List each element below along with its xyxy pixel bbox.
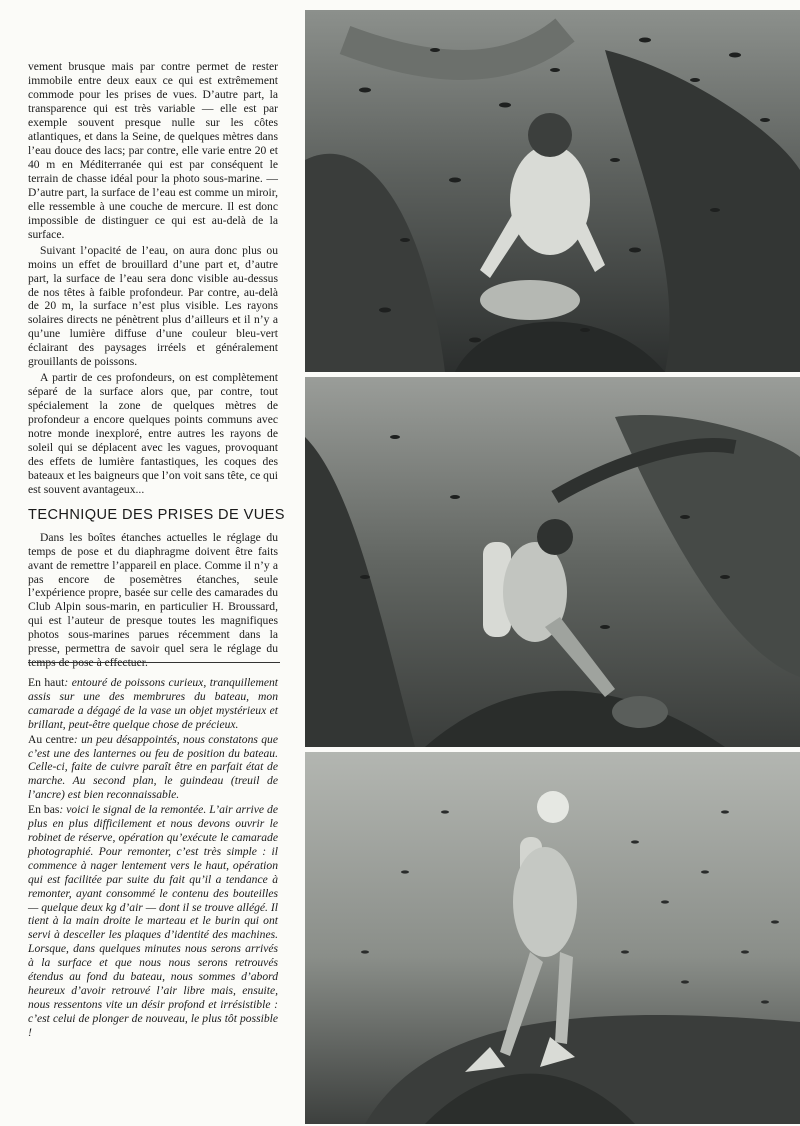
caption-divider — [28, 662, 280, 663]
caption-middle — [28, 733, 278, 803]
article-text-column — [28, 60, 285, 672]
caption-middle-text: : un peu désappointés, nous constatons que c’est une des lanternes ou feu de position du bateau. Celle-ci, faite de cuivre paraît être en parfait état de marche. Au second plan, le guindeau (treuil de l’ancre) est bien reconnaissable. — [28, 732, 279, 802]
photo-diver-with-lantern — [305, 377, 800, 747]
caption-top-label: En haut — [28, 676, 65, 689]
photo-diver-seated-on-wreck — [305, 10, 800, 372]
article-paragraph-2: Suivant l’opacité de l’eau, on aura donc plus ou moins un effet de brouillard d’une part et, d’autre part, la surface de l’eau sera donc visible au-dessus de nos têtes à faible profondeur. Par contre, au-delà de 20 m, la surface n’est plus visible. Les rayons solaires directs ne pénètrent plus d’ailleurs et il n’y a qu’une lumière diffuse d’une couleur bleu-vert éclairant des paysages irréels et généralement grouillants de poissons. — [28, 243, 278, 369]
underwater-photo-middle — [305, 377, 800, 747]
caption-bottom-text: : voici le signal de la remontée. L’air arrive de plus en plus difficilement et nous devons ouvrir le robinet de réserve, opération qu’exécute le camarade photographié. Pour remonter, c’est très simple : il commence à nager lentement vers le haut, opération qui est facilitée par suite du fait qu’il a tendance à remonter, ayant consommé le contenu des bouteilles — quelque deux kg d’air — dont il se trouve allégé. Il tient à la main droite le marteau et le burin qui ont servi à desceller les plaques d’identité des machines. Lorsque, dans quelques minutes nous serons arrivés à la surface et que nous nous serons retrouvés étendus au fond du bateau, nous sommes d’abord heureux d’avoir retrouvé l’air libre mais, ensuite, nous ressentons vite un désir profond et irrésistible : c’est celui de plonger de nouveau, le plus tôt possible ! — [28, 803, 278, 1039]
underwater-photo-top — [305, 10, 800, 372]
article-paragraph-1: vement brusque mais par contre permet de rester immobile entre deux eaux ce qui est extrêmement commode pour les prises de vues. D’autre part, la transparence qui est très variable — elle est par exemple souvent presque nulle sur les côtes atlantiques, et dans la Seine, de quelques mètres dans l’eau douce des lacs; par contre, elle varie entre 20 et 40 m en Méditerranée qui est par conséquent le terrain de chasse idéal pour la photo sous-marine. — D’autre part, la surface de l’eau est comme un miroir, elle ressemble à une couche de mercure. Il est donc impossible de distinguer ce qui est au-delà de la surface. — [28, 60, 278, 241]
captions-block — [28, 676, 278, 1041]
article-paragraph-3: A partir de ces profondeurs, on est complètement séparé de la surface alors que, par contre, tout spécialement la zone de quelques mètres de profondeur a encore quelques points communs avec notre monde inexploré, entre autres les rayons de soleil qui se déplacent avec les vagues, provoquant des effets de lumière fantastiques, les coques des bateaux et les baigneurs que l’on voit sans tête, ce qui est souvent avantageux... — [28, 371, 278, 497]
caption-top — [28, 676, 278, 732]
caption-bottom-label: En bas — [28, 803, 60, 817]
caption-bottom — [28, 803, 278, 1039]
section-heading: TECHNIQUE DES PRISES DE VUES — [28, 507, 285, 524]
underwater-photo-bottom — [305, 752, 800, 1124]
caption-middle-label: Au centre — [28, 732, 74, 746]
section-paragraph: Dans les boîtes étanches actuelles le réglage du temps de pose et du diaphragme doivent être faits avant de remettre l’appareil en place. Comme il n’y a pas encore de posemètres étanches, seule l’expérience propre, basée sur celle des camarades du Club Alpin sous-marin, en particulier H. Broussard, qui est l’auteur de presque toutes les magnifiques photos sous-marines parues récemment dans la presse, permettra de savoir quel sera le réglage du temps de pose à effectuer. — [28, 530, 278, 670]
caption-top-text: : entouré de poissons curieux, tranquillement assis sur une des membrures du bateau, mon camarade a dégagé de la vase un objet mystérieux et brillant, peut-être quelque chose de précieux. — [28, 676, 278, 731]
photo-diver-ascending — [305, 752, 800, 1124]
